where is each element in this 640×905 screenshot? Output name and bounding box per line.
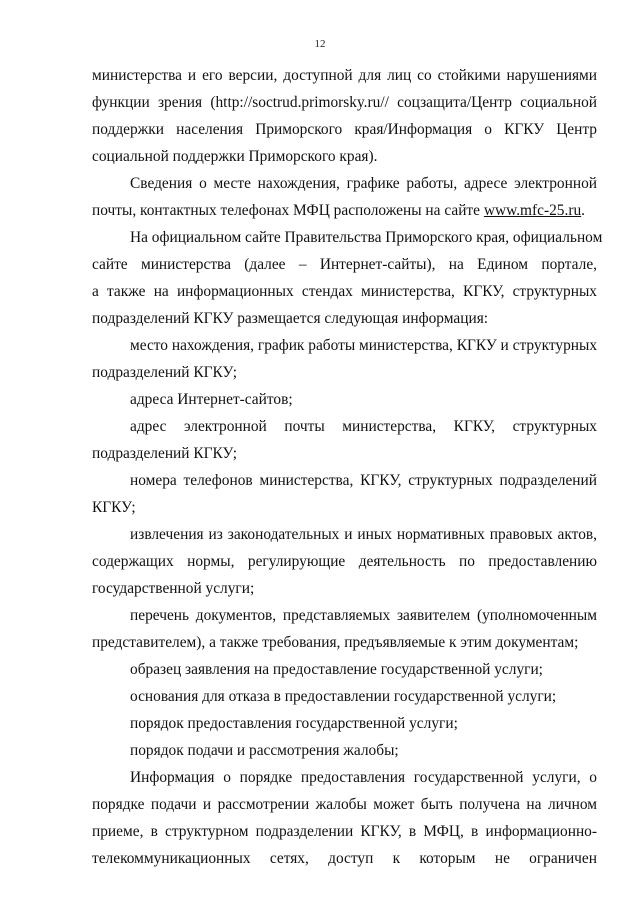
text-line: образец заявления на предоставление государственной услуги; [130,661,543,678]
text-line: На официальном сайте Правительства Приморского края, официальном [130,229,603,246]
text-line: государственной услуги; [92,580,255,597]
text-line: Информация о порядке предоставления государственной услуги, о [130,769,597,786]
text-fragment: . [581,202,586,219]
text-line: приеме, в структурном подразделении КГКУ, в МФЦ, в информационно- [92,823,597,840]
text-line: подразделений КГКУ; [92,445,238,462]
text-line: Сведения о месте нахождения, графике работы, адресе электронной [130,175,597,192]
text-line: поддержки населения Приморского края/Информация о КГКУ Центр [92,121,597,138]
text-fragment: почты, контактных телефонах МФЦ расположены на сайте [92,202,484,219]
text-line: адрес электронной почты министерства, КГКУ, структурных [130,418,597,435]
text-line: порядок предоставления государственной услуги; [130,715,458,732]
text-line: порядок подачи и рассмотрения жалобы; [130,742,399,759]
text-line: КГКУ; [92,499,136,516]
text-line: функции зрения (http://soctrud.primorsky.ru// соцзащита/Центр социальной [92,94,597,111]
text-line: министерства и его версии, доступной для лиц со стойкими нарушениями [92,67,597,84]
text-line: представителем), а также требования, предъявляемые к этим документам; [92,634,579,651]
text-line: социальной поддержки Приморского края). [92,148,378,165]
text-line: телекоммуникационных сетях, доступ к которым не ограничен [92,850,597,867]
text-line: адреса Интернет-сайтов; [130,391,293,408]
mfc-website-link[interactable]: www.mfc-25.ru [483,202,582,219]
text-line: подразделений КГКУ; [92,364,238,381]
text-line: содержащих нормы, регулирующие деятельность по предоставлению [92,553,597,570]
text-line: место нахождения, график работы министерства, КГКУ и структурных [130,337,598,354]
text-line: извлечения из законодательных и иных нормативных правовых актов, [130,526,597,543]
text-line: номера телефонов министерства, КГКУ, структурных подразделений [130,472,597,489]
text-line: основания для отказа в предоставлении государственной услуги; [130,688,557,705]
page-number: 12 [314,38,326,50]
text-line: подразделений КГКУ размещается следующая информация: [92,310,489,327]
text-line: порядке подачи и рассмотрении жалобы может быть получена на личном [92,796,597,813]
text-line: а также на информационных стендах министерства, КГКУ, структурных [92,283,597,300]
text-line [92,202,597,220]
text-line: перечень документов, представляемых заявителем (уполномоченным [130,607,597,624]
text-line: сайте министерства (далее – Интернет-сайты), на Едином портале, [92,256,597,273]
